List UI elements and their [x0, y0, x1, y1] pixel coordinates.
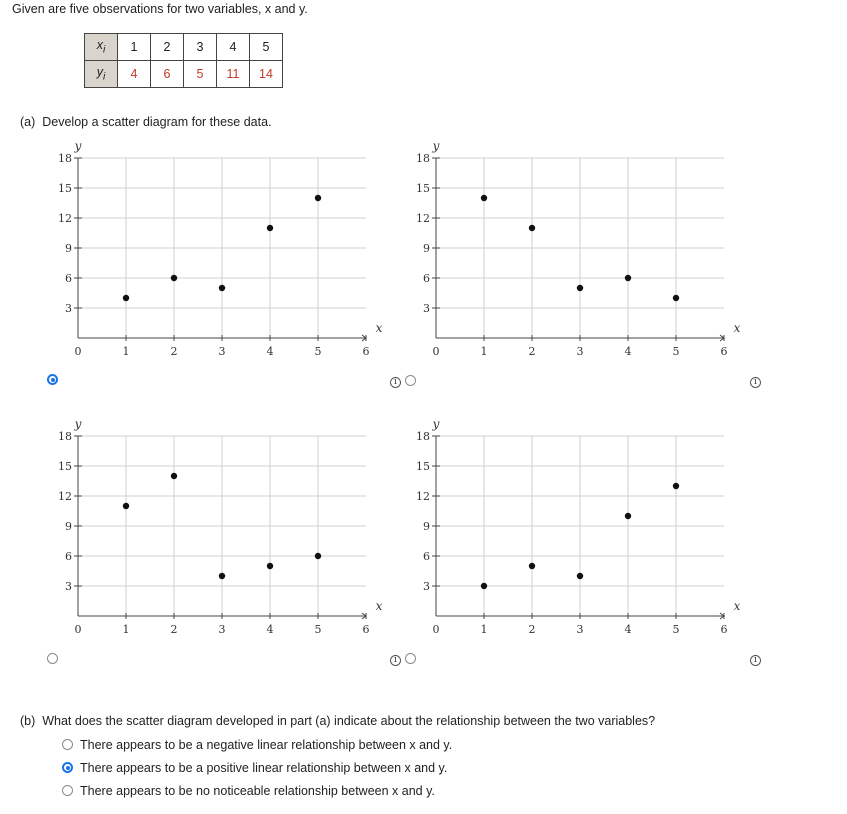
x-tick-label: 5	[314, 345, 322, 358]
y-value: 4	[118, 61, 151, 88]
y-tick-label: 9	[423, 242, 430, 255]
data-point	[267, 563, 273, 569]
part-b-question: What does the scatter diagram developed in part (a) indicate about the relationship between the two variables?	[42, 714, 656, 728]
y-row	[85, 61, 283, 88]
scatter-option-3-radio[interactable]	[47, 653, 58, 664]
info-icon[interactable]: i	[390, 655, 401, 666]
data-point	[529, 563, 535, 569]
x-tick-label: 0	[432, 345, 440, 358]
data-point	[171, 275, 177, 281]
y-tick-label: 18	[416, 430, 430, 443]
info-icon[interactable]: i	[750, 377, 761, 388]
data-point	[625, 275, 631, 281]
x-tick-label: 5	[314, 623, 322, 636]
y-tick-label: 3	[423, 580, 430, 593]
scatter-option-1	[50, 140, 390, 365]
x-row	[85, 34, 283, 61]
x-tick-label: 3	[576, 345, 584, 358]
y-axis-label: y	[74, 417, 82, 431]
data-point	[577, 573, 583, 579]
x-tick-label: 2	[528, 623, 536, 636]
scatter-option-4-radio[interactable]	[405, 653, 416, 664]
scatter-option-1-radio[interactable]	[47, 374, 58, 385]
x-tick-label: 2	[528, 345, 536, 358]
intro-text: Given are five observations for two variables, x and y.	[12, 2, 308, 16]
x-value: 1	[118, 34, 151, 61]
answer-text: There appears to be no noticeable relationship between x and y.	[80, 784, 435, 798]
x-tick-label: 4	[266, 345, 274, 358]
y-tick-label: 18	[416, 152, 430, 165]
scatter-option-2-radio[interactable]	[405, 375, 416, 386]
y-tick-label: 12	[58, 490, 72, 503]
x-tick-label: 0	[432, 623, 440, 636]
y-tick-label: 6	[65, 550, 72, 563]
answer-text: There appears to be a positive linear relationship between x and y.	[80, 761, 448, 775]
part-a-label: (a)	[20, 115, 36, 129]
y-tick-label: 12	[416, 490, 430, 503]
x-value: 3	[184, 34, 217, 61]
y-value: 14	[250, 61, 283, 88]
data-point	[219, 573, 225, 579]
data-point	[123, 503, 129, 509]
x-tick-label: 3	[576, 623, 584, 636]
y-tick-label: 12	[58, 212, 72, 225]
data-point	[577, 285, 583, 291]
x-axis-label: x	[733, 599, 741, 613]
y-tick-label: 18	[58, 152, 72, 165]
scatter-option-4	[408, 418, 748, 643]
x-tick-label: 1	[480, 623, 488, 636]
y-tick-label: 12	[416, 212, 430, 225]
answer-text: There appears to be a negative linear relationship between x and y.	[80, 738, 453, 752]
x-tick-label: 6	[720, 623, 728, 636]
data-point	[673, 295, 679, 301]
data-point	[481, 195, 487, 201]
data-point	[529, 225, 535, 231]
x-axis-label: x	[375, 321, 383, 335]
x-value: 4	[217, 34, 250, 61]
data-point	[267, 225, 273, 231]
x-header: $x_i$	[85, 34, 118, 61]
info-icon[interactable]: i	[390, 377, 401, 388]
y-tick-label: 3	[65, 302, 72, 315]
x-tick-label: 6	[720, 345, 728, 358]
y-tick-label: 9	[65, 520, 72, 533]
y-tick-label: 15	[58, 460, 72, 473]
part-a-prompt	[20, 115, 272, 129]
info-icon[interactable]: i	[750, 655, 761, 666]
x-tick-label: 3	[218, 623, 226, 636]
scatter-option-3	[50, 418, 390, 643]
y-value: 6	[151, 61, 184, 88]
y-tick-label: 18	[58, 430, 72, 443]
x-tick-label: 2	[170, 623, 178, 636]
y-tick-label: 6	[423, 272, 430, 285]
y-tick-label: 3	[423, 302, 430, 315]
x-tick-label: 1	[480, 345, 488, 358]
x-tick-label: 5	[672, 623, 680, 636]
y-tick-label: 15	[416, 182, 430, 195]
y-tick-label: 9	[65, 242, 72, 255]
y-tick-label: 6	[423, 550, 430, 563]
x-tick-label: 2	[170, 345, 178, 358]
x-value: 2	[151, 34, 184, 61]
answer-radio[interactable]	[62, 785, 73, 796]
data-point	[123, 295, 129, 301]
y-header: $y_i$	[85, 61, 118, 88]
x-tick-label: 4	[624, 345, 632, 358]
data-point	[219, 285, 225, 291]
x-tick-label: 6	[362, 623, 370, 636]
y-tick-label: 15	[416, 460, 430, 473]
y-value: 5	[184, 61, 217, 88]
part-b-prompt	[20, 714, 655, 728]
answer-radio[interactable]	[62, 739, 73, 750]
data-point	[481, 583, 487, 589]
y-tick-label: 15	[58, 182, 72, 195]
y-value: 11	[217, 61, 250, 88]
y-tick-label: 3	[65, 580, 72, 593]
x-tick-label: 0	[74, 623, 82, 636]
data-point	[625, 513, 631, 519]
x-axis-label: x	[733, 321, 741, 335]
observation-table	[84, 33, 283, 88]
x-tick-label: 1	[122, 345, 130, 358]
x-tick-label: 4	[624, 623, 632, 636]
data-point	[315, 553, 321, 559]
scatter-option-2	[408, 140, 748, 365]
x-tick-label: 0	[74, 345, 82, 358]
x-tick-label: 1	[122, 623, 130, 636]
y-axis-label: y	[74, 139, 82, 153]
y-axis-label: y	[432, 139, 440, 153]
x-value: 5	[250, 34, 283, 61]
part-b-label: (b)	[20, 714, 36, 728]
y-tick-label: 9	[423, 520, 430, 533]
data-point	[315, 195, 321, 201]
y-axis-label: y	[432, 417, 440, 431]
part-a-text: Develop a scatter diagram for these data.	[42, 115, 272, 129]
x-axis-label: x	[375, 599, 383, 613]
x-tick-label: 5	[672, 345, 680, 358]
answer-radio[interactable]	[62, 762, 73, 773]
y-tick-label: 6	[65, 272, 72, 285]
data-point	[171, 473, 177, 479]
data-point	[673, 483, 679, 489]
x-tick-label: 3	[218, 345, 226, 358]
x-tick-label: 4	[266, 623, 274, 636]
x-tick-label: 6	[362, 345, 370, 358]
